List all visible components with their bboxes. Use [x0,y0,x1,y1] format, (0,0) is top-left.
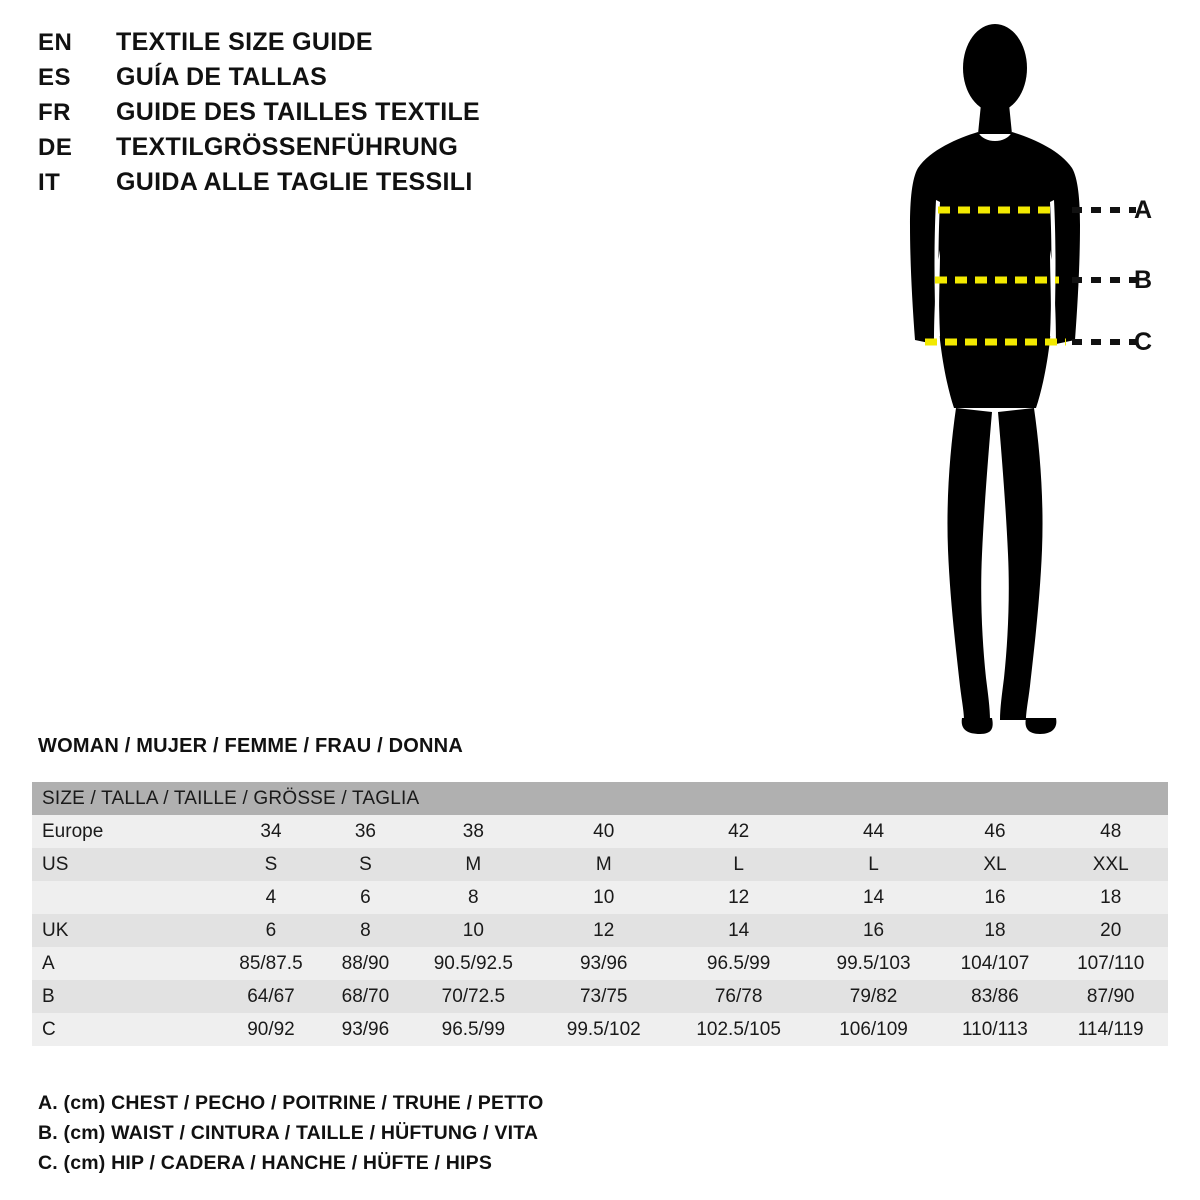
table-row [32,914,1168,947]
language-title-block [38,28,658,203]
table-cell: 99.5/103 [811,947,937,980]
table-cell: 73/75 [541,980,667,1013]
language-title: GUIDA ALLE TAGLIE TESSILI [116,168,473,196]
language-row [38,98,658,133]
row-label [32,881,217,914]
section-label-woman: WOMAN / MUJER / FEMME / FRAU / DONNA [38,735,463,757]
table-cell: M [541,848,667,881]
table-cell: 48 [1053,815,1168,848]
table-cell: 93/96 [325,1013,406,1046]
table-cell: 40 [541,815,667,848]
table-cell: 8 [325,914,406,947]
table-cell: 79/82 [811,980,937,1013]
row-label: UK [32,914,217,947]
table-cell: 83/86 [936,980,1053,1013]
row-label: C [32,1013,217,1046]
table-cell: M [406,848,541,881]
table-row [32,947,1168,980]
measure-label-c: C [1134,328,1153,356]
table-cell: S [325,848,406,881]
language-code: FR [38,99,71,126]
measure-label-a: A [1134,196,1153,224]
table-cell: S [217,848,325,881]
language-code: EN [38,29,73,56]
table-cell: 8 [406,881,541,914]
table-cell: 76/78 [667,980,811,1013]
table-cell: 6 [325,881,406,914]
table-cell: 99.5/102 [541,1013,667,1046]
table-header-row [32,782,1168,815]
table-cell: L [811,848,937,881]
table-cell: 96.5/99 [667,947,811,980]
language-title: GUIDE DES TAILLES TEXTILE [116,98,481,126]
table-cell: 16 [811,914,937,947]
table-cell: 10 [541,881,667,914]
table-cell: 93/96 [541,947,667,980]
language-title: GUÍA DE TALLAS [116,63,328,91]
table-cell: 20 [1053,914,1168,947]
table-cell: 90.5/92.5 [406,947,541,980]
table-cell: 36 [325,815,406,848]
table-cell: 14 [811,881,937,914]
table-cell: 102.5/105 [667,1013,811,1046]
table-cell: 85/87.5 [217,947,325,980]
footnote-chest: A. (cm) CHEST / PECHO / POITRINE / TRUHE / PETTO [38,1092,544,1114]
language-row [38,63,658,98]
table-cell: 46 [936,815,1053,848]
table-cell: 107/110 [1053,947,1168,980]
table-cell: 6 [217,914,325,947]
table-cell: 12 [541,914,667,947]
footnotes-block [38,1088,938,1178]
table-cell: 38 [406,815,541,848]
table-cell: 104/107 [936,947,1053,980]
table-cell: 42 [667,815,811,848]
table-cell: 87/90 [1053,980,1168,1013]
row-label: B [32,980,217,1013]
table-row [32,1013,1168,1046]
table-cell: 12 [667,881,811,914]
table-cell: 18 [1053,881,1168,914]
table-cell: 64/67 [217,980,325,1013]
table-cell: 34 [217,815,325,848]
body-silhouette-icon [860,10,1190,750]
language-title: TEXTILGRÖSSENFÜHRUNG [116,133,459,161]
female-body-figure [860,10,1190,750]
measure-label-b: B [1134,266,1153,294]
language-row [38,168,658,203]
language-title: TEXTILE SIZE GUIDE [116,28,373,56]
table-row [32,980,1168,1013]
table-cell: 110/113 [936,1013,1053,1046]
table-cell: L [667,848,811,881]
footnote-hip: C. (cm) HIP / CADERA / HANCHE / HÜFTE / HIPS [38,1152,493,1174]
table-cell: 106/109 [811,1013,937,1046]
table-row [32,848,1168,881]
language-code: ES [38,64,72,91]
table-header-cell: SIZE / TALLA / TAILLE / GRÖSSE / TAGLIA [32,782,1168,815]
table-cell: 16 [936,881,1053,914]
table-row [32,815,1168,848]
row-label: US [32,848,217,881]
row-label: A [32,947,217,980]
table-cell: 88/90 [325,947,406,980]
table-cell: 10 [406,914,541,947]
table-cell: 44 [811,815,937,848]
table-cell: XL [936,848,1053,881]
language-row [38,133,658,168]
language-code: DE [38,134,73,161]
table-cell: 14 [667,914,811,947]
language-row [38,28,658,63]
table-cell: 4 [217,881,325,914]
table-cell: XXL [1053,848,1168,881]
table-cell: 18 [936,914,1053,947]
row-label: Europe [32,815,217,848]
table-cell: 114/119 [1053,1013,1168,1046]
table-cell: 68/70 [325,980,406,1013]
table-cell: 90/92 [217,1013,325,1046]
table-cell: 70/72.5 [406,980,541,1013]
footnote-waist: B. (cm) WAIST / CINTURA / TAILLE / HÜFTUNG / VITA [38,1122,539,1144]
language-code: IT [38,169,61,196]
table-row [32,881,1168,914]
size-table [32,782,1168,1046]
table-cell: 96.5/99 [406,1013,541,1046]
